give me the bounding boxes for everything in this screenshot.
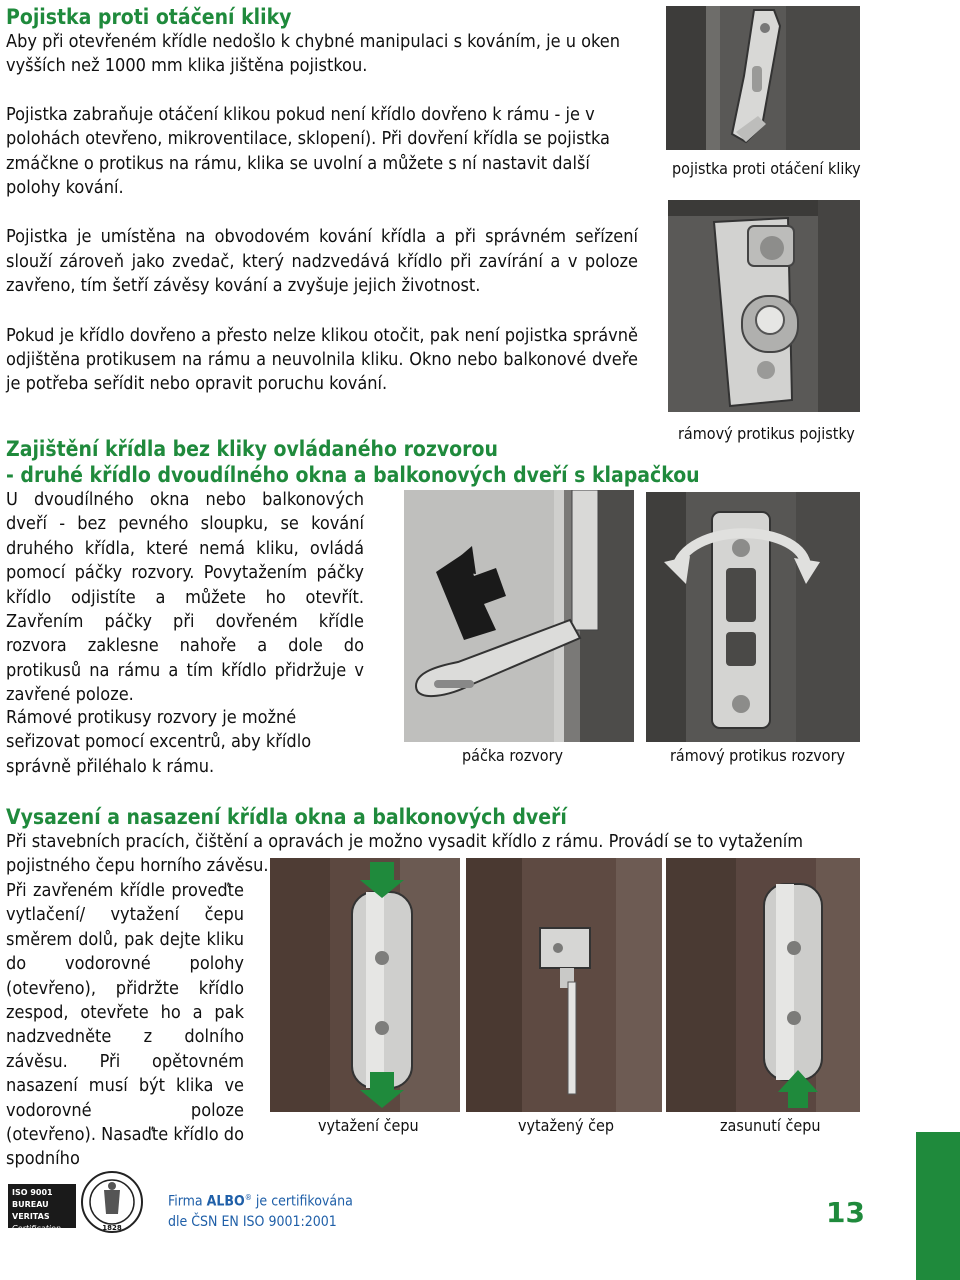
paragraph: Pojistka zabraňuje otáčení klikou pokud není křídlo dovřeno k rámu - je v polohách otevřeno, mikroventilace, sklopení). Při dovření křídla se pojistka zmáčkne o protikus na rámu, klika se uvolní a můžete s ní nastavit další polohy kování. xyxy=(6,103,610,199)
badge-line: ISO 9001 xyxy=(12,1188,53,1197)
paragraph: U dvoudílného okna nebo balkonových dveří - bez pevného sloupku, se kování druhého křídla, které nemá kliku, ovládá pomocí páčky rozvory. Povytažením páčky křídlo odjistíte a můžete ho otevřít. Zavřením páčky při dovřeném křídle rozvora zaklesne nahoře a dole do protikusů na rámu a tím křídlo přidržuje v zavřené poloze. xyxy=(6,489,364,706)
pin-removed-photo xyxy=(466,858,662,1112)
section-title-handle-lock: Pojistka proti otáčení kliky xyxy=(6,5,292,29)
paragraph: Při zavřeném křídle proveďte vytlačení/ vytažení čepu směrem dolů, pak dejte kliku do vodorovné polohy (otevřeno), přidržte křídlo zespod, otevřete ho a pak nadzvedněte z dolního závěsu. Při opětovném nasazení musí být klika ve vodorovné poloze (otevřeno). Nasaďte křídlo do spodního xyxy=(6,880,244,1170)
caption-pin-pull-out: vytažení čepu xyxy=(318,1116,419,1135)
frame-counterpart-photo xyxy=(668,200,860,412)
registered-mark: ® xyxy=(244,1193,252,1202)
pin-insert-photo xyxy=(666,858,860,1112)
bolt-frame-counterpart-photo xyxy=(646,492,860,742)
section-title-sash-removal: Vysazení a nasazení křídla okna a balkonových dveří xyxy=(6,805,567,829)
badge-line: Certification xyxy=(12,1224,61,1233)
cert-suffix: je certifikována xyxy=(251,1193,353,1210)
company-name: ALBO xyxy=(206,1193,245,1210)
caption-bolt-frame-counterpart: rámový protikus rozvory xyxy=(670,746,846,765)
caption-handle-lock: pojistka proti otáčení kliky xyxy=(672,159,861,178)
bolt-lever-photo xyxy=(404,490,634,742)
certification-note xyxy=(168,1188,353,1232)
handle-lock-photo xyxy=(666,6,860,150)
page-edge-accent-bar xyxy=(916,1132,960,1280)
paragraph: Pokud je křídlo dovřeno a přesto nelze klikou otočit, pak není pojistka správně odjištěna protikusem na rámu a neuvolnila kliku. Okno nebo balkonové dveře je potřeba seřídit nebo opravit poruchu kování. xyxy=(6,324,638,395)
section-title-bolt-lock: Zajištění křídla bez kliky ovládaného rozvorou xyxy=(6,437,498,461)
badge-line: BUREAU VERITAS xyxy=(12,1200,50,1221)
caption-pin-removed: vytažený čep xyxy=(518,1116,615,1135)
paragraph: Aby při otevřeném křídle nedošlo k chybné manipulaci s kováním, je u oken vyšších než 1000 mm klika jištěna pojistkou. xyxy=(6,31,621,77)
page-number: 13 xyxy=(826,1196,865,1229)
cert-standard: dle ČSN EN ISO 9001:2001 xyxy=(168,1213,337,1230)
bureau-veritas-seal xyxy=(80,1170,144,1238)
paragraph: Rámové protikusy rozvory je možné seřizovat pomocí excentrů, aby křídlo správně přiléhalo k rámu. xyxy=(6,707,312,777)
caption-bolt-lever: páčka rozvory xyxy=(462,746,563,765)
seal-year: 1828 xyxy=(102,1224,122,1232)
caption-frame-counterpart: rámový protikus pojistky xyxy=(678,424,855,443)
paragraph: Pojistka je umístěna na obvodovém kování křídla a při správném seřízení slouží zároveň jako zvedač, který nadzvedává křídlo při zavírání a v poloze zavřeno, tím šetří závěsy kování a zvyšuje jejich životnost. xyxy=(6,226,638,297)
paragraph: Při stavebních pracích, čištění a opravách je možno vysadit křídlo z rámu. Provádí se to vytažením pojistného čepu horního závěsu. xyxy=(6,831,803,877)
section-subtitle-bolt-lock: - druhé křídlo dvoudílného okna a balkonových dveří s klapačkou xyxy=(6,463,700,487)
cert-prefix: Firma xyxy=(168,1193,207,1210)
caption-pin-insert: zasunutí čepu xyxy=(720,1116,821,1135)
section1-text xyxy=(6,30,638,397)
pin-pull-out-photo xyxy=(270,858,460,1112)
iso-badge xyxy=(8,1184,76,1233)
